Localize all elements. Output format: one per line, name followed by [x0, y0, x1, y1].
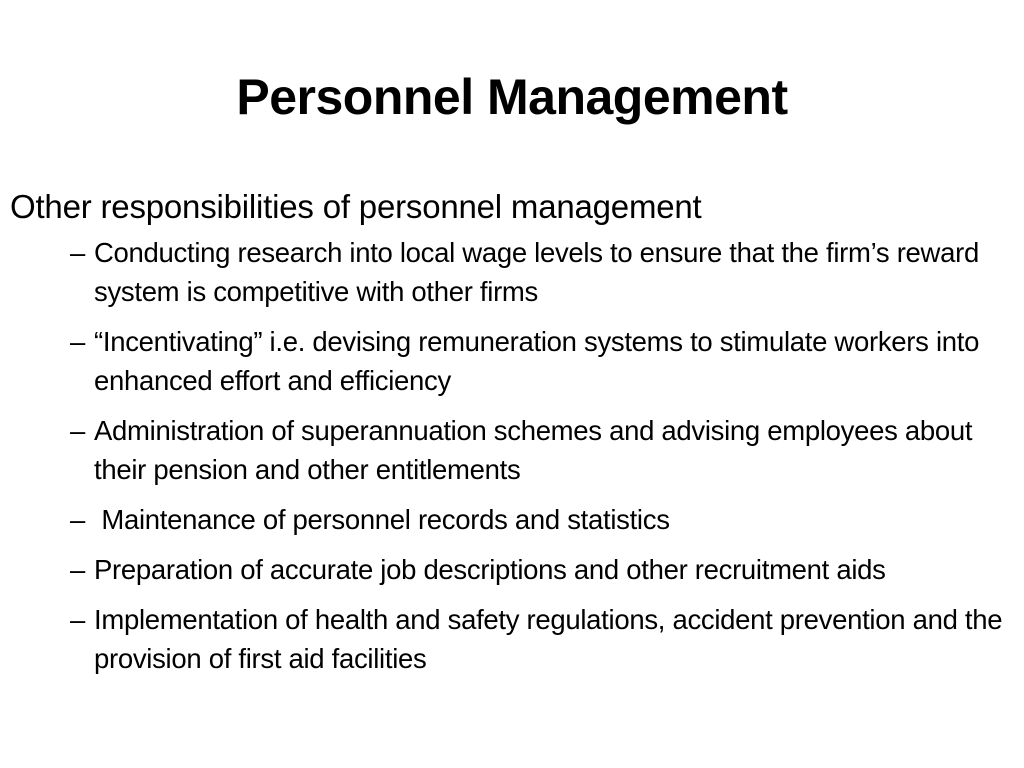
- dash-bullet: –: [70, 504, 85, 535]
- dash-bullet: –: [70, 604, 85, 635]
- list-item: [10, 322, 1020, 400]
- list-item-text: “Incentivating” i.e. devising remuneration systems to stimulate workers into enhanced effort and efficiency: [94, 326, 980, 396]
- slide-body: [10, 185, 1020, 689]
- section-heading: Other responsibilities of personnel management: [10, 188, 702, 225]
- slide-title: Personnel Management: [236, 69, 788, 125]
- list-item: [10, 600, 1020, 678]
- list-item-text: Implementation of health and safety regulations, accident prevention and the provision of first aid facilities: [94, 604, 1003, 674]
- responsibility-list: [10, 233, 1020, 678]
- list-item: [10, 233, 1020, 311]
- dash-bullet: –: [70, 326, 85, 357]
- dash-bullet: –: [70, 415, 85, 446]
- list-item: [10, 550, 1020, 589]
- list-item-text: Maintenance of personnel records and statistics: [94, 504, 670, 535]
- list-item-text: Administration of superannuation schemes and advising employees about their pension and other entitlements: [94, 415, 973, 485]
- list-item-text: Preparation of accurate job descriptions and other recruitment aids: [94, 554, 886, 585]
- list-item-text: Conducting research into local wage levels to ensure that the firm’s reward system is competitive with other firms: [94, 237, 979, 307]
- list-item: [10, 411, 1020, 489]
- dash-bullet: –: [70, 237, 85, 268]
- dash-bullet: –: [70, 554, 85, 585]
- list-item: [10, 500, 1020, 539]
